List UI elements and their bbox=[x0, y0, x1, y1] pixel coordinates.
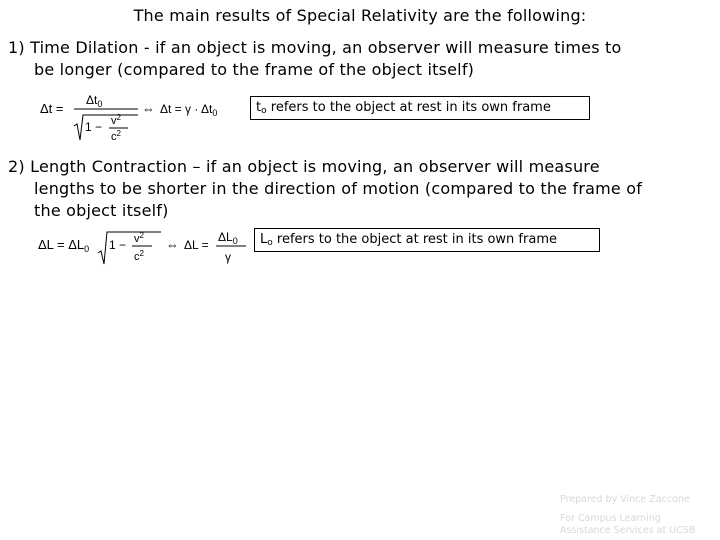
formula2-numerator: $\Delta L_0$ bbox=[218, 230, 238, 246]
length-contraction-formula bbox=[36, 227, 248, 271]
formula1-root-one: 1 − bbox=[85, 120, 103, 134]
formula1-v2: $v^2$ bbox=[111, 113, 121, 127]
note1-text: refers to the object at rest in its own frame bbox=[266, 100, 551, 115]
credit-affiliation bbox=[560, 513, 710, 537]
formula2-lhs: $\Delta L = \Delta L_0$ bbox=[38, 237, 90, 254]
note1-subscript: o bbox=[261, 106, 267, 116]
note2-prefix: L bbox=[260, 232, 268, 247]
length-contraction-line-2: lengths to be shorter in the direction of motion (compared to the frame of bbox=[34, 179, 643, 198]
formula2-c2: $c^2$ bbox=[134, 249, 144, 263]
time-dilation-line-1: 1) Time Dilation - if an object is moving, an observer will measure times to bbox=[8, 38, 622, 57]
formula1-lhs: Δt = bbox=[40, 101, 64, 116]
length-contraction-line-1: 2) Length Contraction – if an object is moving, an observer will measure bbox=[8, 157, 600, 176]
formula2-root-one: 1 − bbox=[109, 238, 127, 252]
credit-affiliation-line-1: For Campus Learning bbox=[560, 513, 661, 524]
credit-affiliation-line-2: Assistance Services at UCSB bbox=[560, 525, 696, 536]
note1-prefix: t bbox=[256, 100, 262, 115]
formula2-denominator: γ bbox=[225, 250, 231, 264]
formula1-c2: $c^2$ bbox=[111, 129, 121, 143]
formula2-rhs: ΔL = bbox=[184, 238, 209, 252]
formula2-root-sign bbox=[98, 232, 161, 264]
length-contraction-line-3: the object itself) bbox=[34, 201, 169, 220]
length-contraction-item bbox=[8, 156, 712, 222]
time-dilation-item bbox=[8, 37, 712, 81]
time-dilation-line-2: be longer (compared to the frame of the object itself) bbox=[34, 60, 475, 79]
credit-author: Prepared by Vince Zaccone bbox=[560, 494, 690, 505]
time-dilation-note bbox=[250, 96, 590, 120]
length-contraction-note bbox=[254, 228, 600, 252]
page-title: The main results of Special Relativity are the following: bbox=[133, 6, 587, 25]
formula2-v2: $v^2$ bbox=[134, 231, 144, 245]
note2-text: refers to the object at rest in its own frame bbox=[272, 232, 557, 247]
note2-subscript: o bbox=[267, 238, 273, 248]
formula1-arrow: ⇔ bbox=[142, 101, 155, 116]
formula1-root-sign bbox=[74, 115, 138, 140]
formula1-rhs: $\Delta t = \gamma \cdot \Delta t_0$ bbox=[160, 102, 218, 118]
formula1-numerator: $\Delta t_0$ bbox=[86, 93, 103, 109]
formula2-arrow: ⇔ bbox=[166, 237, 179, 252]
time-dilation-formula bbox=[38, 93, 248, 145]
